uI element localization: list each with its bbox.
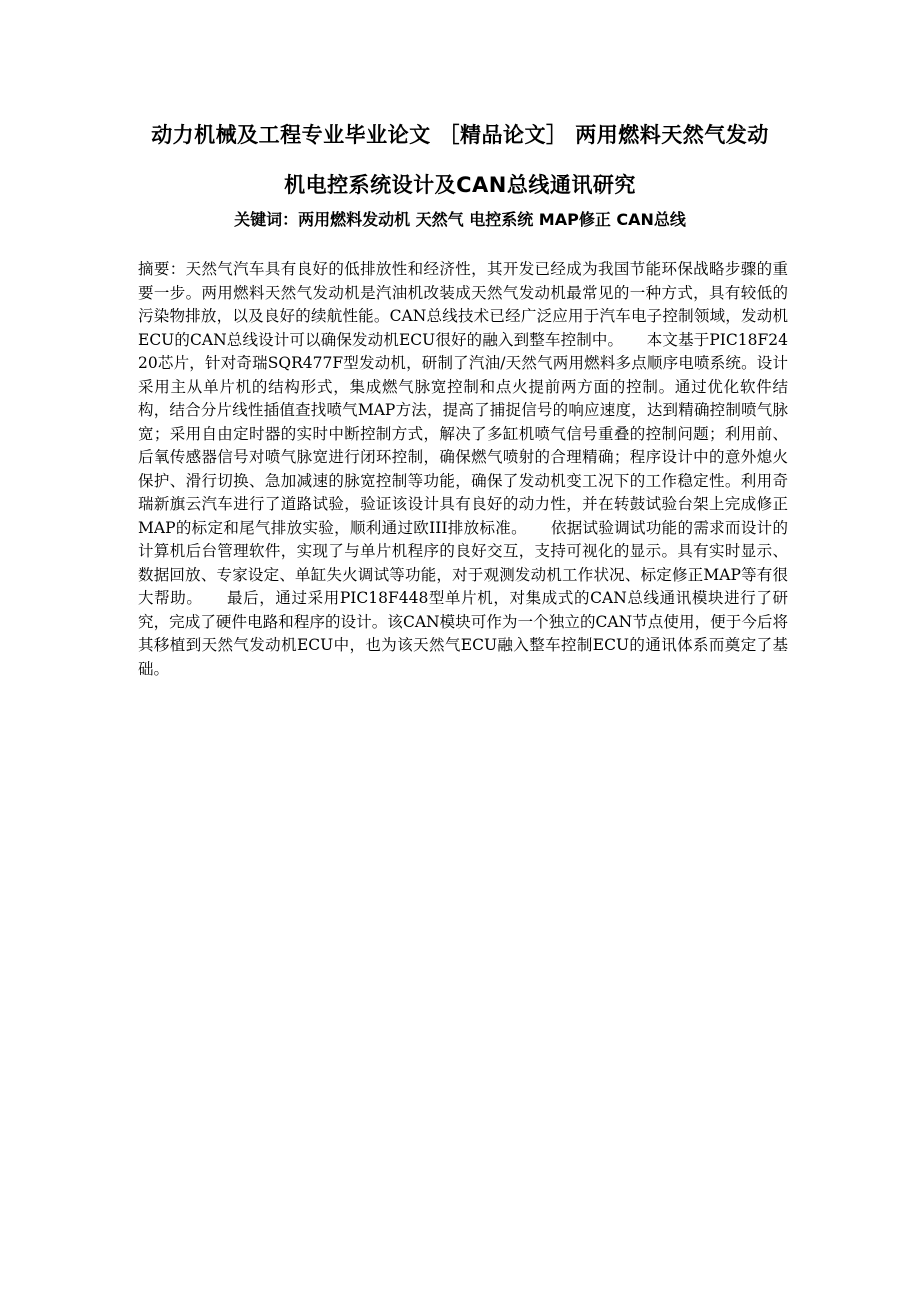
- abstract-paragraph: 摘要：天然气汽车具有良好的低排放性和经济性，其开发已经成为我国节能环保战略步骤的重要一步。两用燃料天然气发动机是汽油机改装成天然气发动机最常见的一种方式，具有较低的污染物排放，以及良好的续航性能。CAN总线技术已经广泛应用于汽车电子控制领域，发动机ECU的CAN总线设计可以确保发动机ECU很好的融入到整车控制中。 本文基于PIC18F2420芯片，针对奇瑞SQR477F型发动机，研制了汽油/天然气两用燃料多点顺序电喷系统。设计采用主从单片机的结构形式，集成燃气脉宽控制和点火提前两方面的控制。通过优化软件结构，结合分片线性插值查找喷气MAP方法，提高了捕捉信号的响应速度，达到精确控制喷气脉宽；采用自由定时器的实时中断控制方式，解决了多缸机喷气信号重叠的控制问题；利用前、后氧传感器信号对喷气脉宽进行闭环控制，确保燃气喷射的合理精确；程序设计中的意外熄火保护、滑行切换、急加减速的脉宽控制等功能，确保了发动机变工况下的工作稳定性。利用奇瑞新旗云汽车进行了道路试验，验证该设计具有良好的动力性，并在转鼓试验台架上完成修正MAP的标定和尾气排放实验，顺利通过欧III排放标准。 依据试验调试功能的需求而设计的计算机后台管理软件，实现了与单片机程序的良好交互，支持可视化的显示。具有实时显示、数据回放、专家设定、单缸失火调试等功能，对于观测发动机工作状况、标定修正MAP等有很大帮助。 最后，通过采用PIC18F448型单片机，对集成式的CAN总线通讯模块进行了研究，完成了硬件电路和程序的设计。该CAN模块可作为一个独立的CAN节点使用，便于今后将其移植到天然气发动机ECU中，也为该天然气ECU融入整车控制ECU的通讯体系而奠定了基础。: [138, 260, 788, 678]
- paper-title-line-1: 动力机械及工程专业毕业论文 ［精品论文］ 两用燃料天然气发动: [151, 123, 769, 147]
- keywords-line: 关键词：两用燃料发动机 天然气 电控系统 MAP修正 CAN总线: [234, 210, 686, 229]
- paper-title-line-2: 机电控系统设计及CAN总线通讯研究: [284, 173, 636, 197]
